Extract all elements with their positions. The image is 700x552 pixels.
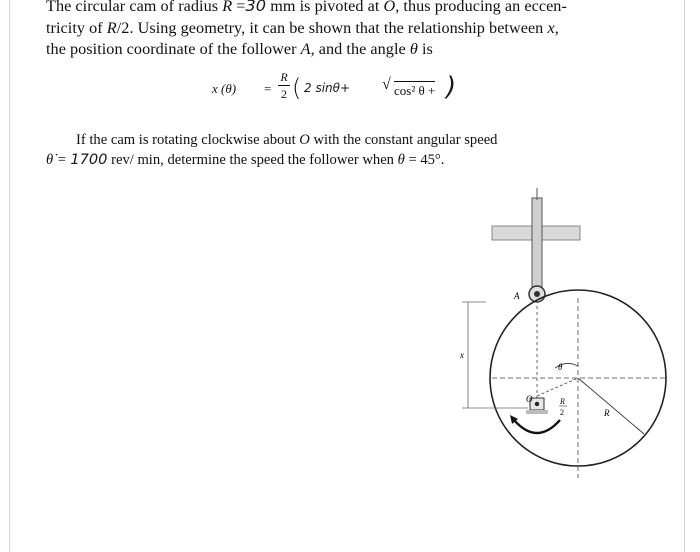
symbol-theta: θ (397, 152, 405, 168)
pivot-base (526, 410, 548, 414)
label-R-half-numerator: R (560, 397, 565, 406)
symbol-x: x (547, 18, 555, 37)
fraction-denominator: 2 (281, 87, 287, 101)
symbol-O: O (383, 0, 396, 15)
text-run: the position coordinate of the follower (46, 40, 301, 58)
text-run: , thus producing an eccen- (395, 0, 567, 15)
formula-lhs: x (θ) (212, 81, 237, 96)
pivot-point (535, 402, 539, 406)
roller-pin (534, 291, 540, 297)
sqrt-sign: √ (382, 76, 391, 93)
text-run: rev/ min, determine the speed the follower when (107, 152, 398, 168)
fraction-bar (278, 85, 290, 86)
label-R: R (604, 408, 610, 418)
text-run: = (232, 0, 246, 15)
text-run: mm is pivoted at (266, 0, 384, 15)
formula-equals: = (264, 81, 272, 96)
cam-follower-figure (448, 188, 678, 488)
symbol-R: R (106, 18, 117, 37)
handwritten-formula-term: 2 sinθ+ (304, 81, 351, 95)
sqrt-radicand: cos² θ + (394, 83, 436, 98)
text-run: The circular cam of radius (46, 0, 223, 15)
label-O: O (526, 394, 533, 404)
text-run: If the cam is rotating clockwise about (76, 132, 300, 148)
text-run: , (554, 18, 559, 37)
text-run: /2 (116, 18, 130, 37)
label-theta: θ (558, 362, 563, 372)
symbol-O: O (299, 132, 310, 148)
text-run: = 45°. (404, 152, 445, 168)
follower-rod (532, 198, 542, 290)
text-run: tricity of (46, 18, 107, 37)
close-paren: ) (446, 72, 457, 102)
page-frame-left (9, 0, 10, 552)
position-formula (200, 72, 500, 112)
question-statement (46, 130, 666, 170)
rotation-arrow (514, 420, 560, 433)
symbol-A: A (300, 40, 311, 58)
fraction-numerator: R (280, 70, 288, 84)
radius-line (578, 378, 644, 434)
page-frame-right (684, 0, 685, 552)
problem-line-3 (46, 39, 666, 61)
label-x: x (460, 350, 464, 360)
handwritten-radius-value: 30 (245, 0, 267, 15)
problem-line-1 (46, 0, 666, 18)
handwritten-angular-speed: 1700 (70, 151, 108, 168)
eccentric-line (537, 378, 578, 396)
symbol-theta: θ (409, 40, 418, 58)
label-A: A (514, 291, 520, 301)
problem-statement (46, 0, 666, 61)
label-R-half-denominator: 2 (560, 408, 564, 417)
text-run: , and the angle (310, 40, 410, 58)
symbol-R: R (222, 0, 233, 15)
text-run: is (417, 40, 433, 58)
question-line-1 (46, 130, 666, 150)
problem-line-2 (46, 18, 666, 40)
open-paren: ( (292, 74, 302, 102)
text-run: . Using geometry, it can be shown that the relationship between (129, 18, 548, 37)
text-run: with the constant angular speed (309, 132, 498, 148)
theta-dot-lhs: θ̇ = (46, 152, 71, 168)
question-line-2 (46, 150, 666, 170)
formula-fraction (278, 70, 290, 101)
